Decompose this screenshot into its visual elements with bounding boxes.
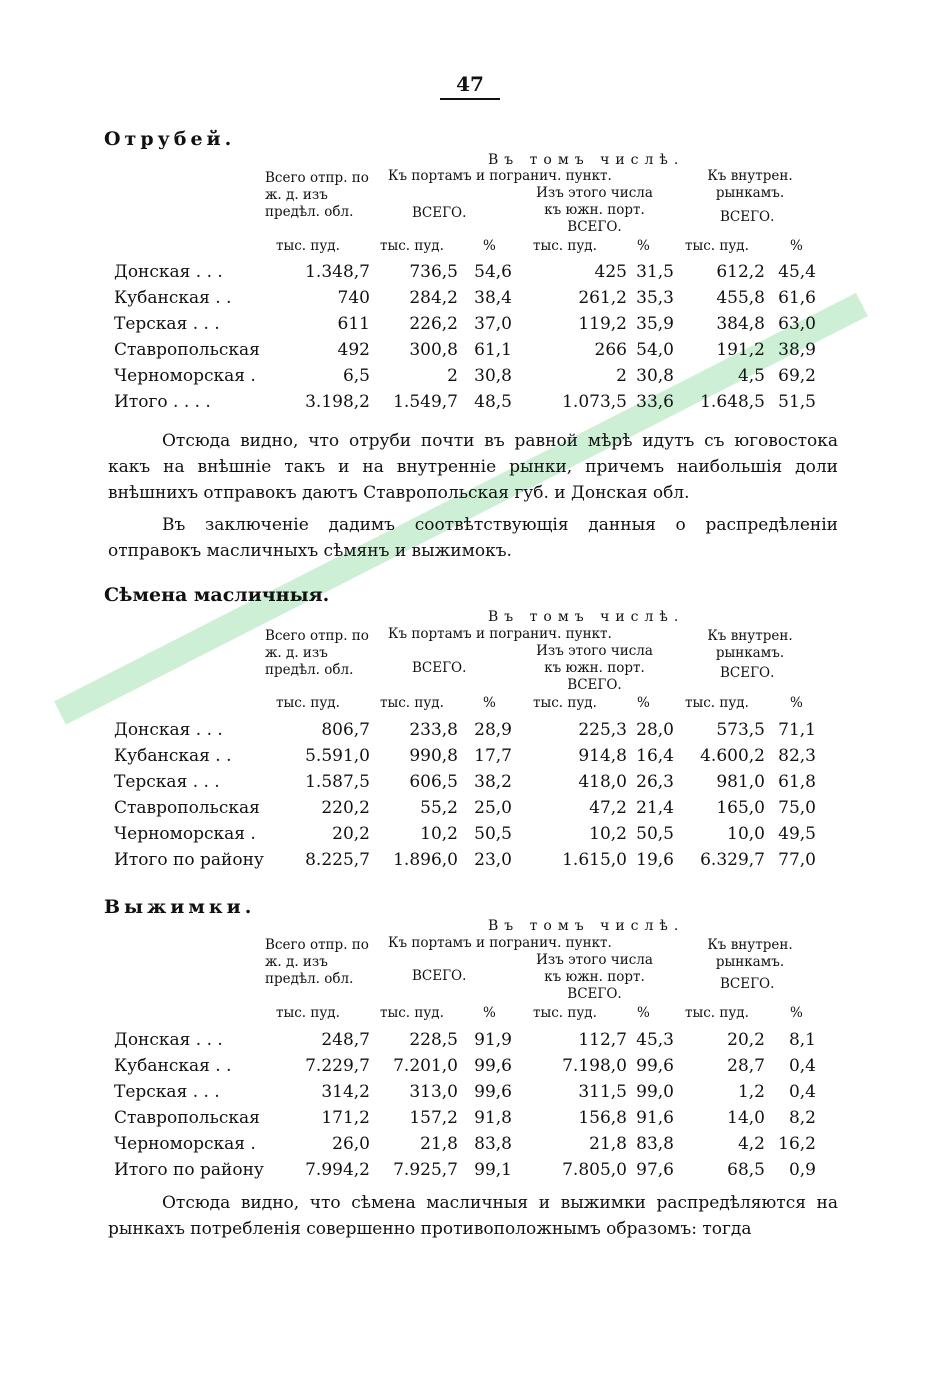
table-cell: 425 bbox=[594, 262, 627, 282]
total-label: Всего отпр. по ж. д. изъ предѣл. обл. bbox=[265, 937, 369, 987]
row-label: Итого по району bbox=[114, 850, 264, 870]
table-cell: 26,0 bbox=[332, 1134, 370, 1154]
table-row bbox=[108, 1108, 828, 1134]
table-cell: 736,5 bbox=[409, 262, 458, 282]
table-cell: 0,9 bbox=[788, 1160, 816, 1180]
table-cell: 1.348,7 bbox=[305, 262, 370, 282]
table-cell: 21,4 bbox=[636, 798, 674, 818]
ports-label: Къ портамъ и погранич. пункт. bbox=[388, 935, 612, 951]
paragraph: Въ заключеніе дадимъ соотвѣтствующія данныя о распредѣленіи отправокъ масличныхъ сѣмянъ и выжимокъ. bbox=[108, 515, 838, 561]
table-cell: 314,2 bbox=[321, 1082, 370, 1102]
table-cell: 54,0 bbox=[636, 340, 674, 360]
table-cell: 914,8 bbox=[578, 746, 627, 766]
table-cell: 311,5 bbox=[578, 1082, 627, 1102]
table-cell: 0,4 bbox=[788, 1056, 816, 1076]
table-cell: 165,0 bbox=[716, 798, 765, 818]
table-cell: 284,2 bbox=[409, 288, 458, 308]
table-cell: 3.198,2 bbox=[305, 392, 370, 412]
table-cell: 119,2 bbox=[578, 314, 627, 334]
table-cell: 21,8 bbox=[589, 1134, 627, 1154]
row-label: Ставропольская bbox=[114, 1108, 260, 1128]
table-cell: 156,8 bbox=[578, 1108, 627, 1128]
table-row-total bbox=[108, 850, 828, 876]
ports-total-label: ВСЕГО. bbox=[412, 968, 467, 984]
table-cell: 606,5 bbox=[409, 772, 458, 792]
table-cell: 45,4 bbox=[778, 262, 816, 282]
table-cell: 37,0 bbox=[474, 314, 512, 334]
table-cell: 48,5 bbox=[474, 392, 512, 412]
table-cell: 384,8 bbox=[716, 314, 765, 334]
table-cell: 233,8 bbox=[409, 720, 458, 740]
table-cell: 99,6 bbox=[636, 1056, 674, 1076]
table-cell: 54,6 bbox=[474, 262, 512, 282]
table-row bbox=[108, 314, 828, 340]
table-cell: 455,8 bbox=[716, 288, 765, 308]
table-cell: 2 bbox=[447, 366, 458, 386]
table-cell: 418,0 bbox=[578, 772, 627, 792]
table-cell: 171,2 bbox=[321, 1108, 370, 1128]
table-cell: 806,7 bbox=[321, 720, 370, 740]
table-cell: 981,0 bbox=[716, 772, 765, 792]
table-cell: 26,3 bbox=[636, 772, 674, 792]
table-cell: 10,2 bbox=[589, 824, 627, 844]
table-cell: 99,6 bbox=[474, 1056, 512, 1076]
table-cell: 91,9 bbox=[474, 1030, 512, 1050]
table-cell: 4,2 bbox=[737, 1134, 765, 1154]
row-label: Итого . . . . bbox=[114, 392, 211, 412]
unit-label: тыс. пуд. bbox=[380, 238, 444, 254]
table-cell: 31,5 bbox=[636, 262, 674, 282]
table-cell: 228,5 bbox=[409, 1030, 458, 1050]
table-cell: 20,2 bbox=[332, 824, 370, 844]
table-cell: 14,0 bbox=[727, 1108, 765, 1128]
table-cell: 1.648,5 bbox=[700, 392, 765, 412]
unit-label: тыс. пуд. bbox=[276, 695, 340, 711]
row-label: Донская . . . bbox=[114, 262, 223, 282]
table-cell: 82,3 bbox=[778, 746, 816, 766]
table-cell: 30,8 bbox=[474, 366, 512, 386]
internal-total-label: ВСЕГО. bbox=[720, 665, 775, 681]
table-cell: 19,6 bbox=[636, 850, 674, 870]
table-cell: 28,0 bbox=[636, 720, 674, 740]
table-cell: 300,8 bbox=[409, 340, 458, 360]
internal-total-label: ВСЕГО. bbox=[720, 209, 775, 225]
table-cell: 91,8 bbox=[474, 1108, 512, 1128]
row-label: Терская . . . bbox=[114, 314, 220, 334]
table-cell: 612,2 bbox=[716, 262, 765, 282]
table-cell: 611 bbox=[337, 314, 370, 334]
table-cell: 261,2 bbox=[578, 288, 627, 308]
table-row bbox=[108, 746, 828, 772]
unit-label: тыс. пуд. bbox=[276, 238, 340, 254]
ports-label: Къ портамъ и погранич. пункт. bbox=[388, 168, 612, 184]
table-cell: 6,5 bbox=[342, 366, 370, 386]
table-cell: 225,3 bbox=[578, 720, 627, 740]
table-row bbox=[108, 824, 828, 850]
table-cell: 313,0 bbox=[409, 1082, 458, 1102]
table-cell: 1.549,7 bbox=[393, 392, 458, 412]
group-label: Въ томъ числѣ. bbox=[488, 152, 685, 168]
table-cell: 7.994,2 bbox=[305, 1160, 370, 1180]
group-label: Въ томъ числѣ. bbox=[488, 918, 685, 934]
page-number: 47 bbox=[440, 72, 500, 100]
ports-total-label: ВСЕГО. bbox=[412, 660, 467, 676]
table-cell: 248,7 bbox=[321, 1030, 370, 1050]
unit-label: % bbox=[637, 695, 650, 711]
total-label: Всего отпр. по ж. д. изъ предѣл. обл. bbox=[265, 170, 369, 220]
table-cell: 7.201,0 bbox=[393, 1056, 458, 1076]
row-label: Кубанская . . bbox=[114, 1056, 232, 1076]
row-label: Кубанская . . bbox=[114, 288, 232, 308]
table-cell: 191,2 bbox=[716, 340, 765, 360]
table-cell: 4,5 bbox=[737, 366, 765, 386]
unit-label: тыс. пуд. bbox=[380, 695, 444, 711]
row-label: Донская . . . bbox=[114, 1030, 223, 1050]
table-cell: 61,1 bbox=[474, 340, 512, 360]
table-cell: 97,6 bbox=[636, 1160, 674, 1180]
table-cell: 20,2 bbox=[727, 1030, 765, 1050]
unit-label: % bbox=[637, 1005, 650, 1021]
table-cell: 71,1 bbox=[778, 720, 816, 740]
unit-label: тыс. пуд. bbox=[685, 238, 749, 254]
table-row bbox=[108, 1030, 828, 1056]
table-cell: 51,5 bbox=[778, 392, 816, 412]
table-cell: 68,5 bbox=[727, 1160, 765, 1180]
south-ports-label: Изъ этого числа къ южн. порт. ВСЕГО. bbox=[536, 952, 653, 1002]
unit-label: % bbox=[790, 695, 803, 711]
table-row bbox=[108, 772, 828, 798]
group-label: Въ томъ числѣ. bbox=[488, 609, 685, 625]
table-cell: 38,9 bbox=[778, 340, 816, 360]
row-label: Черноморская . bbox=[114, 1134, 256, 1154]
table-cell: 4.600,2 bbox=[700, 746, 765, 766]
table-cell: 8,2 bbox=[788, 1108, 816, 1128]
internal-total-label: ВСЕГО. bbox=[720, 976, 775, 992]
table-row bbox=[108, 262, 828, 288]
unit-label: % bbox=[790, 1005, 803, 1021]
row-label: Черноморская . bbox=[114, 824, 256, 844]
paragraph: Отсюда видно, что отруби почти въ равной мѣрѣ идутъ съ юговостока какъ на внѣшніе такъ и на внутренніе рынки, причемъ наибольшія доли внѣшнихъ отправокъ даютъ Ставропольская губ. и Донская обл. bbox=[108, 431, 838, 503]
unit-label: % bbox=[483, 238, 496, 254]
table-cell: 8.225,7 bbox=[305, 850, 370, 870]
table-cell: 573,5 bbox=[716, 720, 765, 740]
row-label: Черноморская . bbox=[114, 366, 256, 386]
table-cell: 7.805,0 bbox=[562, 1160, 627, 1180]
table-cell: 1.073,5 bbox=[562, 392, 627, 412]
table-cell: 38,2 bbox=[474, 772, 512, 792]
table-cell: 28,7 bbox=[727, 1056, 765, 1076]
unit-label: тыс. пуд. bbox=[380, 1005, 444, 1021]
table-cell: 7.229,7 bbox=[305, 1056, 370, 1076]
table-cell: 8,1 bbox=[788, 1030, 816, 1050]
unit-label: % bbox=[483, 1005, 496, 1021]
section-title-semena: Сѣмена масличныя. bbox=[104, 584, 330, 606]
table-cell: 7.198,0 bbox=[562, 1056, 627, 1076]
table-cell: 63,0 bbox=[778, 314, 816, 334]
table-cell: 99,1 bbox=[474, 1160, 512, 1180]
table-cell: 266 bbox=[594, 340, 627, 360]
unit-label: тыс. пуд. bbox=[685, 1005, 749, 1021]
table-cell: 990,8 bbox=[409, 746, 458, 766]
internal-label: Къ внутрен. рынкамъ. bbox=[707, 168, 793, 201]
table-cell: 50,5 bbox=[636, 824, 674, 844]
unit-label: тыс. пуд. bbox=[533, 238, 597, 254]
unit-label: тыс. пуд. bbox=[276, 1005, 340, 1021]
table-row bbox=[108, 340, 828, 366]
table-cell: 50,5 bbox=[474, 824, 512, 844]
table-cell: 16,2 bbox=[778, 1134, 816, 1154]
row-label: Терская . . . bbox=[114, 1082, 220, 1102]
table-cell: 61,6 bbox=[778, 288, 816, 308]
table-cell: 91,6 bbox=[636, 1108, 674, 1128]
unit-label: тыс. пуд. bbox=[533, 695, 597, 711]
table-cell: 23,0 bbox=[474, 850, 512, 870]
table-cell: 35,9 bbox=[636, 314, 674, 334]
total-label: Всего отпр. по ж. д. изъ предѣл. обл. bbox=[265, 628, 369, 678]
table-cell: 21,8 bbox=[420, 1134, 458, 1154]
table-cell: 35,3 bbox=[636, 288, 674, 308]
table-cell: 5.591,0 bbox=[305, 746, 370, 766]
internal-label: Къ внутрен. рынкамъ. bbox=[707, 937, 793, 970]
table-cell: 83,8 bbox=[636, 1134, 674, 1154]
table-cell: 157,2 bbox=[409, 1108, 458, 1128]
table-cell: 25,0 bbox=[474, 798, 512, 818]
south-ports-label: Изъ этого числа къ южн. порт. ВСЕГО. bbox=[536, 643, 653, 693]
table-cell: 99,0 bbox=[636, 1082, 674, 1102]
table-row bbox=[108, 720, 828, 746]
table-cell: 492 bbox=[337, 340, 370, 360]
unit-label: тыс. пуд. bbox=[533, 1005, 597, 1021]
section-title-otrubey: Отрубей. bbox=[104, 128, 236, 150]
ports-label: Къ портамъ и погранич. пункт. bbox=[388, 626, 612, 642]
table-row bbox=[108, 1056, 828, 1082]
table-row bbox=[108, 798, 828, 824]
table-cell: 2 bbox=[616, 366, 627, 386]
table-cell: 0,4 bbox=[788, 1082, 816, 1102]
internal-label: Къ внутрен. рынкамъ. bbox=[707, 628, 793, 661]
table-cell: 6.329,7 bbox=[700, 850, 765, 870]
table-row bbox=[108, 1082, 828, 1108]
table-cell: 61,8 bbox=[778, 772, 816, 792]
table-row-total bbox=[108, 392, 828, 418]
unit-label: % bbox=[483, 695, 496, 711]
table-cell: 10,0 bbox=[727, 824, 765, 844]
table-cell: 33,6 bbox=[636, 392, 674, 412]
table-cell: 112,7 bbox=[578, 1030, 627, 1050]
unit-label: тыс. пуд. bbox=[685, 695, 749, 711]
table-cell: 83,8 bbox=[474, 1134, 512, 1154]
row-label: Ставропольская bbox=[114, 340, 260, 360]
table-cell: 45,3 bbox=[636, 1030, 674, 1050]
table-cell: 69,2 bbox=[778, 366, 816, 386]
ports-total-label: ВСЕГО. bbox=[412, 205, 467, 221]
table-cell: 99,6 bbox=[474, 1082, 512, 1102]
section-title-vyzhimki: Выжимки. bbox=[104, 896, 256, 918]
table-cell: 740 bbox=[337, 288, 370, 308]
table-cell: 220,2 bbox=[321, 798, 370, 818]
paragraph: Отсюда видно, что сѣмена масличныя и выжимки распредѣляются на рынкахъ потребленія совершенно противоположнымъ образомъ: тогда bbox=[108, 1193, 838, 1239]
table-cell: 30,8 bbox=[636, 366, 674, 386]
table-cell: 75,0 bbox=[778, 798, 816, 818]
table-cell: 1,2 bbox=[737, 1082, 765, 1102]
table-cell: 55,2 bbox=[420, 798, 458, 818]
table-cell: 1.587,5 bbox=[305, 772, 370, 792]
row-label: Итого по району bbox=[114, 1160, 264, 1180]
table-cell: 226,2 bbox=[409, 314, 458, 334]
row-label: Ставропольская bbox=[114, 798, 260, 818]
row-label: Донская . . . bbox=[114, 720, 223, 740]
table-cell: 1.615,0 bbox=[562, 850, 627, 870]
table-cell: 1.896,0 bbox=[393, 850, 458, 870]
table-row bbox=[108, 1134, 828, 1160]
table-cell: 10,2 bbox=[420, 824, 458, 844]
table-row bbox=[108, 288, 828, 314]
table-cell: 28,9 bbox=[474, 720, 512, 740]
south-ports-label: Изъ этого числа къ южн. порт. ВСЕГО. bbox=[536, 185, 653, 235]
unit-label: % bbox=[790, 238, 803, 254]
table-cell: 47,2 bbox=[589, 798, 627, 818]
table-row-total bbox=[108, 1160, 828, 1186]
table-row bbox=[108, 366, 828, 392]
row-label: Кубанская . . bbox=[114, 746, 232, 766]
table-cell: 7.925,7 bbox=[393, 1160, 458, 1180]
table-cell: 77,0 bbox=[778, 850, 816, 870]
table-cell: 38,4 bbox=[474, 288, 512, 308]
table-cell: 17,7 bbox=[474, 746, 512, 766]
row-label: Терская . . . bbox=[114, 772, 220, 792]
table-cell: 49,5 bbox=[778, 824, 816, 844]
table-cell: 16,4 bbox=[636, 746, 674, 766]
unit-label: % bbox=[637, 238, 650, 254]
